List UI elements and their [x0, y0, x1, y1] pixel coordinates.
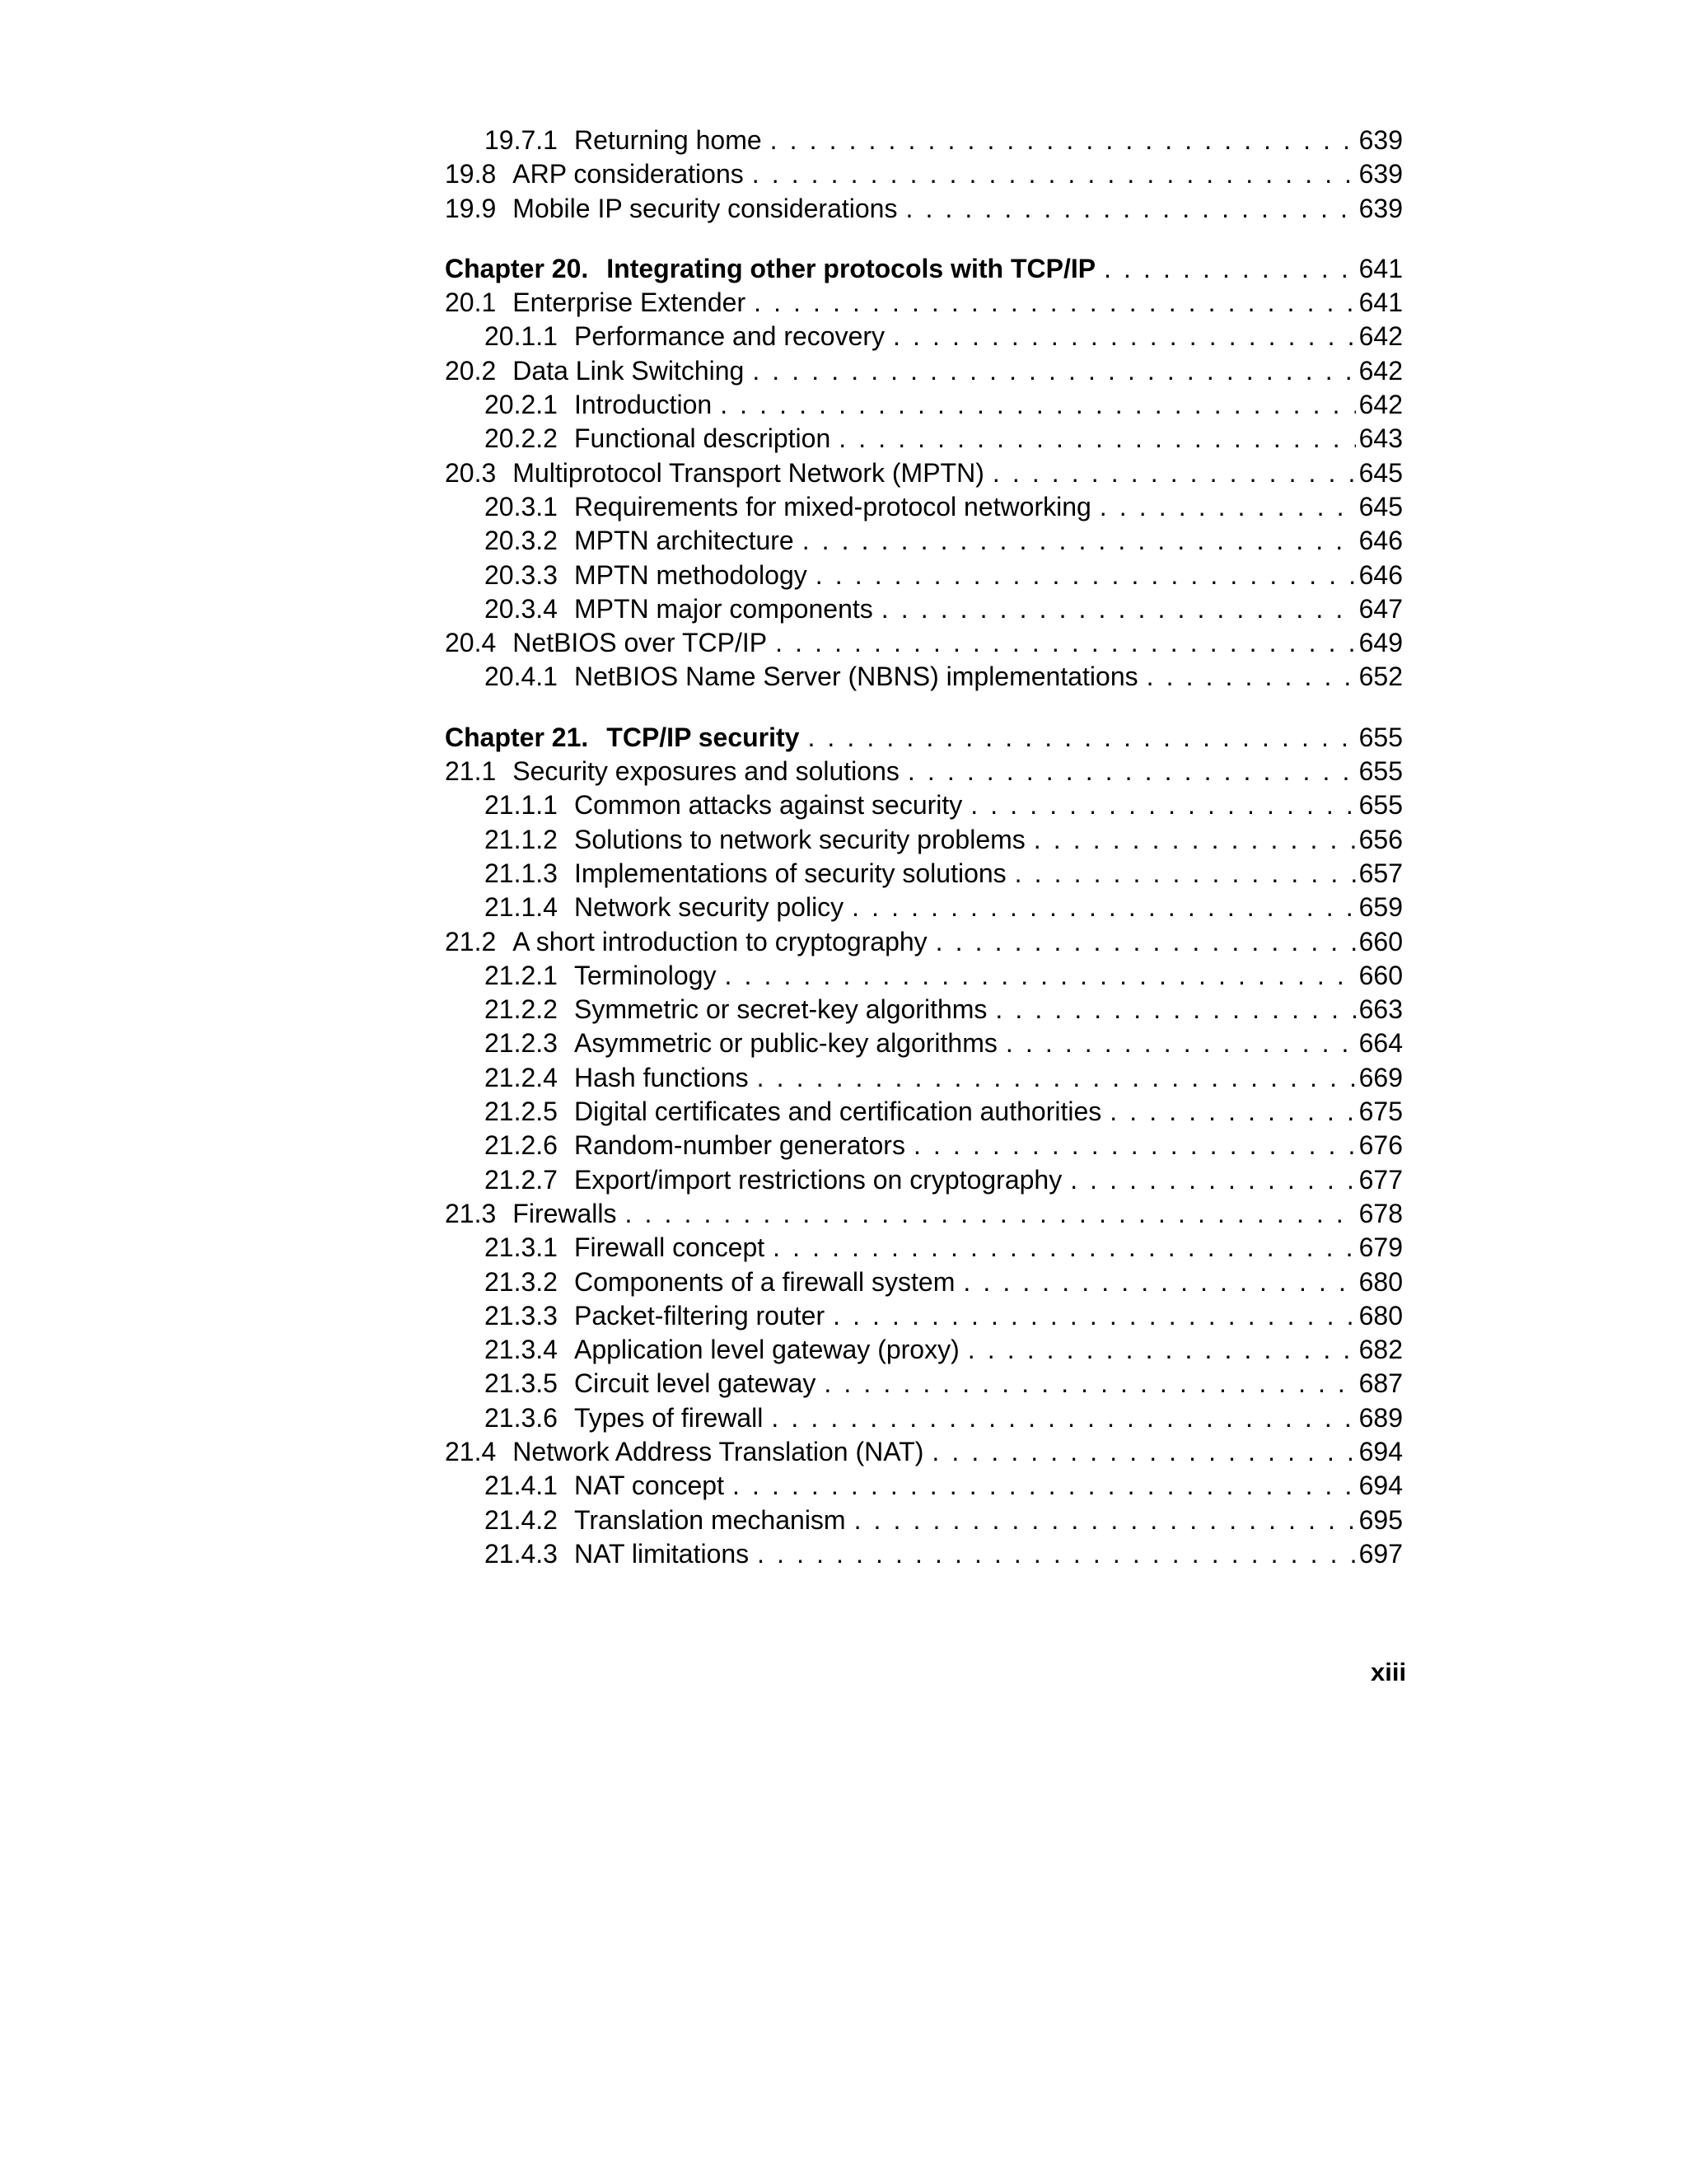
dot-leader [1147, 660, 1356, 694]
entry-number: 20.1.1 [484, 321, 558, 352]
entry-number: 21.1.3 [484, 858, 558, 888]
entry-number: 21.2.1 [484, 960, 558, 990]
entry-number: 20.3.1 [484, 491, 558, 521]
entry-title: Terminology [573, 960, 717, 990]
entry-number: Chapter 21. [445, 722, 589, 752]
entry-title: TCP/IP security [606, 722, 800, 752]
entry-number: 20.3 [445, 457, 497, 488]
entry-number: 20.3.4 [484, 593, 558, 624]
entry-title: MPTN architecture [573, 526, 794, 556]
table-of-contents [445, 124, 1403, 1571]
entry-title: Implementations of security solutions [573, 858, 1007, 888]
entry-number: 21.2.3 [484, 1028, 558, 1059]
dot-leader [833, 1299, 1356, 1333]
toc-section-entry[interactable] [445, 925, 1403, 959]
dot-leader [732, 1469, 1356, 1503]
dot-leader [995, 993, 1355, 1027]
dot-leader [1110, 1095, 1355, 1129]
entry-number: 21.3 [445, 1198, 497, 1228]
entry-number: 19.9 [445, 193, 497, 223]
entry-number: 21.2.5 [484, 1097, 558, 1127]
toc-subsection-entry[interactable] [445, 823, 1403, 857]
entry-number: 21.3.2 [484, 1266, 558, 1297]
toc-subsection-entry[interactable] [445, 559, 1403, 592]
entry-number: 21.4.2 [484, 1504, 558, 1535]
entry-page-number: 677 [1358, 1164, 1403, 1195]
entry-page-number: 657 [1358, 858, 1403, 888]
entry-page-number: 655 [1358, 790, 1403, 821]
toc-subsection-entry[interactable] [445, 1504, 1403, 1537]
entry-title: MPTN major components [573, 593, 873, 624]
entry-title: Firewall concept [573, 1232, 765, 1263]
entry-page-number: 643 [1358, 423, 1403, 454]
entry-page-number: 697 [1358, 1538, 1403, 1569]
entry-page-number: 659 [1358, 892, 1403, 923]
entry-title: NetBIOS over TCP/IP [512, 628, 768, 658]
toc-subsection-entry[interactable] [445, 490, 1403, 524]
toc-section [445, 124, 1403, 226]
entry-page-number: 641 [1358, 288, 1403, 318]
entry-page-number: 660 [1358, 926, 1403, 956]
entry-page-number: 639 [1358, 159, 1403, 189]
footer-page-number: xiii [1371, 1658, 1407, 1686]
entry-number: 20.2 [445, 355, 497, 386]
entry-page-number: 655 [1358, 756, 1403, 787]
entry-page-number: 642 [1358, 321, 1403, 352]
toc-subsection-entry[interactable] [445, 1469, 1403, 1503]
entry-title: Hash functions [573, 1062, 749, 1092]
entry-number: 21.2 [445, 926, 497, 956]
dot-leader [775, 626, 1355, 660]
toc-subsection-entry[interactable] [445, 857, 1403, 891]
entry-number: 20.3.3 [484, 559, 558, 590]
entry-page-number: 694 [1358, 1436, 1403, 1466]
entry-title: Export/import restrictions on cryptography [573, 1164, 1063, 1195]
entry-page-number: 645 [1358, 491, 1403, 521]
entry-page-number: 639 [1358, 193, 1403, 223]
dot-leader [963, 1265, 1355, 1299]
entry-title: Network Address Translation (NAT) [512, 1436, 924, 1466]
toc-subsection-entry[interactable] [445, 788, 1403, 822]
entry-number: 21.3.6 [484, 1402, 558, 1433]
entry-title: Functional description [573, 423, 831, 454]
dot-leader [1070, 1163, 1355, 1197]
dot-leader [936, 925, 1356, 959]
toc-subsection-entry[interactable] [445, 660, 1403, 694]
entry-title: Application level gateway (proxy) [573, 1335, 960, 1365]
entry-title: Common attacks against security [573, 790, 963, 821]
toc-section-entry[interactable] [445, 456, 1403, 490]
entry-number: 20.3.2 [484, 526, 558, 556]
entry-page-number: 679 [1358, 1232, 1403, 1263]
toc-subsection-entry[interactable] [445, 1265, 1403, 1299]
dot-leader [932, 1435, 1355, 1469]
toc-section-entry[interactable] [445, 286, 1403, 320]
entry-title: Requirements for mixed-protocol networking [573, 491, 1091, 521]
entry-title: Mobile IP security considerations [512, 193, 898, 223]
entry-title: Circuit level gateway [573, 1368, 816, 1399]
entry-number: 21.2.4 [484, 1062, 558, 1092]
entry-page-number: 682 [1358, 1335, 1403, 1365]
dot-leader [752, 157, 1356, 191]
entry-number: 21.2.7 [484, 1164, 558, 1195]
entry-page-number: 647 [1358, 593, 1403, 624]
entry-page-number: 642 [1358, 390, 1403, 420]
dot-leader [993, 456, 1356, 490]
entry-number: 21.1 [445, 756, 497, 787]
toc-subsection-entry[interactable] [445, 1231, 1403, 1265]
entry-number: 19.8 [445, 159, 497, 189]
entry-number: 21.3.4 [484, 1335, 558, 1365]
toc-subsection-entry[interactable] [445, 993, 1403, 1027]
dot-leader [802, 524, 1356, 558]
entry-page-number: 695 [1358, 1504, 1403, 1535]
toc-section-entry[interactable] [445, 157, 1403, 191]
entry-page-number: 649 [1358, 628, 1403, 658]
entry-page-number: 669 [1358, 1062, 1403, 1092]
entry-title: NAT concept [573, 1471, 724, 1501]
dot-leader [1006, 1027, 1356, 1060]
entry-page-number: 678 [1358, 1198, 1403, 1228]
toc-subsection-entry[interactable] [445, 1537, 1403, 1571]
entry-number: 21.3.5 [484, 1368, 558, 1399]
entry-page-number: 694 [1358, 1471, 1403, 1501]
entry-title: Multiprotocol Transport Network (MPTN) [512, 457, 984, 488]
toc-subsection-entry[interactable] [445, 1061, 1403, 1095]
entry-number: 21.4.3 [484, 1538, 558, 1569]
toc-chapter-entry[interactable] [445, 252, 1403, 286]
dot-leader [893, 320, 1356, 353]
entry-page-number: 689 [1358, 1402, 1403, 1433]
toc-section-entry[interactable] [445, 626, 1403, 660]
dot-leader [1015, 857, 1356, 891]
dot-leader [970, 788, 1355, 822]
entry-page-number: 652 [1358, 662, 1403, 692]
dot-leader [824, 1367, 1355, 1401]
toc-subsection-entry[interactable] [445, 891, 1403, 924]
entry-page-number: 655 [1358, 722, 1403, 752]
toc-section-entry[interactable] [445, 755, 1403, 788]
dot-leader [720, 388, 1355, 422]
entry-title: Components of a firewall system [573, 1266, 956, 1297]
entry-title: Random-number generators [573, 1130, 905, 1161]
entry-page-number: 676 [1358, 1130, 1403, 1161]
dot-leader [908, 755, 1356, 788]
entry-page-number: 656 [1358, 824, 1403, 854]
entry-title: Integrating other protocols with TCP/IP [606, 253, 1096, 283]
entry-title: Digital certificates and certification authorities [573, 1097, 1102, 1127]
toc-subsection-entry[interactable] [445, 1367, 1403, 1401]
dot-leader [754, 286, 1356, 320]
entry-page-number: 664 [1358, 1028, 1403, 1059]
entry-title: Performance and recovery [573, 321, 886, 352]
toc-section [445, 252, 1403, 694]
entry-title: Returning home [573, 125, 762, 155]
dot-leader [1100, 490, 1356, 524]
dot-leader [968, 1333, 1356, 1367]
entry-title: ARP considerations [512, 159, 744, 189]
entry-page-number: 641 [1358, 253, 1403, 283]
toc-subsection-entry[interactable] [445, 1163, 1403, 1197]
entry-number: 20.4.1 [484, 662, 558, 692]
entry-number: 21.1.4 [484, 892, 558, 923]
entry-page-number: 645 [1358, 457, 1403, 488]
toc-subsection-entry[interactable] [445, 422, 1403, 456]
entry-number: 20.2.2 [484, 423, 558, 454]
entry-page-number: 646 [1358, 559, 1403, 590]
toc-subsection-entry[interactable] [445, 124, 1403, 157]
entry-number: 20.4 [445, 628, 497, 658]
entry-page-number: 675 [1358, 1097, 1403, 1127]
entry-title: Network security policy [573, 892, 844, 923]
entry-number: 21.4.1 [484, 1471, 558, 1501]
dot-leader [807, 721, 1355, 755]
entry-title: A short introduction to cryptography [512, 926, 928, 956]
entry-number: 21.1.2 [484, 824, 558, 854]
entry-title: Translation mechanism [573, 1504, 846, 1535]
toc-subsection-entry[interactable] [445, 1299, 1403, 1333]
entry-title: NetBIOS Name Server (NBNS) implementations [573, 662, 1138, 692]
entry-title: Data Link Switching [512, 355, 745, 386]
entry-title: Packet-filtering router [573, 1300, 825, 1331]
entry-number: 20.1 [445, 288, 497, 318]
entry-title: Symmetric or secret-key algorithms [573, 994, 988, 1025]
toc-section-entry[interactable] [445, 1197, 1403, 1231]
entry-number: 21.2.6 [484, 1130, 558, 1161]
entry-number: 21.3.1 [484, 1232, 558, 1263]
toc-section-entry[interactable] [445, 1435, 1403, 1469]
entry-number: 20.2.1 [484, 390, 558, 420]
dot-leader [854, 1504, 1356, 1537]
entry-title: Security exposures and solutions [512, 756, 900, 787]
entry-number: 21.3.3 [484, 1300, 558, 1331]
dot-leader [757, 1537, 1355, 1571]
toc-subsection-entry[interactable] [445, 1027, 1403, 1060]
toc-subsection-entry[interactable] [445, 320, 1403, 353]
entry-page-number: 660 [1358, 960, 1403, 990]
entry-title: MPTN methodology [573, 559, 807, 590]
dot-leader [852, 891, 1355, 924]
entry-title: Asymmetric or public-key algorithms [573, 1028, 998, 1059]
toc-section-entry[interactable] [445, 192, 1403, 226]
entry-title: Types of firewall [573, 1402, 764, 1433]
dot-leader [905, 192, 1355, 226]
toc-subsection-entry[interactable] [445, 1129, 1403, 1162]
dot-leader [724, 959, 1355, 993]
entry-page-number: 687 [1358, 1368, 1403, 1399]
toc-chapter-entry[interactable] [445, 721, 1403, 755]
entry-page-number: 663 [1358, 994, 1403, 1025]
entry-page-number: 680 [1358, 1300, 1403, 1331]
toc-subsection-entry[interactable] [445, 388, 1403, 422]
entry-page-number: 639 [1358, 125, 1403, 155]
entry-title: NAT limitations [573, 1538, 750, 1569]
toc-subsection-entry[interactable] [445, 959, 1403, 993]
toc-subsection-entry[interactable] [445, 592, 1403, 626]
entry-number: 21.4 [445, 1436, 497, 1466]
entry-title: Firewalls [512, 1198, 617, 1228]
dot-leader [773, 1231, 1355, 1265]
dot-leader [752, 354, 1355, 388]
dot-leader [914, 1129, 1356, 1162]
dot-leader [881, 592, 1356, 626]
toc-subsection-entry[interactable] [445, 1333, 1403, 1367]
entry-page-number: 646 [1358, 526, 1403, 556]
toc-subsection-entry[interactable] [445, 1401, 1403, 1435]
entry-page-number: 680 [1358, 1266, 1403, 1297]
entry-title: Introduction [573, 390, 713, 420]
toc-subsection-entry[interactable] [445, 1095, 1403, 1129]
dot-leader [815, 559, 1356, 592]
entry-title: Solutions to network security problems [573, 824, 1026, 854]
entry-number: 21.2.2 [484, 994, 558, 1025]
entry-number: Chapter 20. [445, 253, 589, 283]
entry-number: 21.1.1 [484, 790, 558, 821]
dot-leader [770, 124, 1356, 157]
entry-title: Enterprise Extender [512, 288, 746, 318]
toc-section-entry[interactable] [445, 354, 1403, 388]
toc-section [445, 721, 1403, 1571]
dot-leader [839, 422, 1355, 456]
entry-page-number: 642 [1358, 355, 1403, 386]
entry-number: 19.7.1 [484, 125, 558, 155]
dot-leader [771, 1401, 1355, 1435]
dot-leader [1034, 823, 1356, 857]
toc-subsection-entry[interactable] [445, 524, 1403, 558]
dot-leader [625, 1197, 1356, 1231]
dot-leader [757, 1061, 1356, 1095]
dot-leader [1104, 252, 1356, 286]
